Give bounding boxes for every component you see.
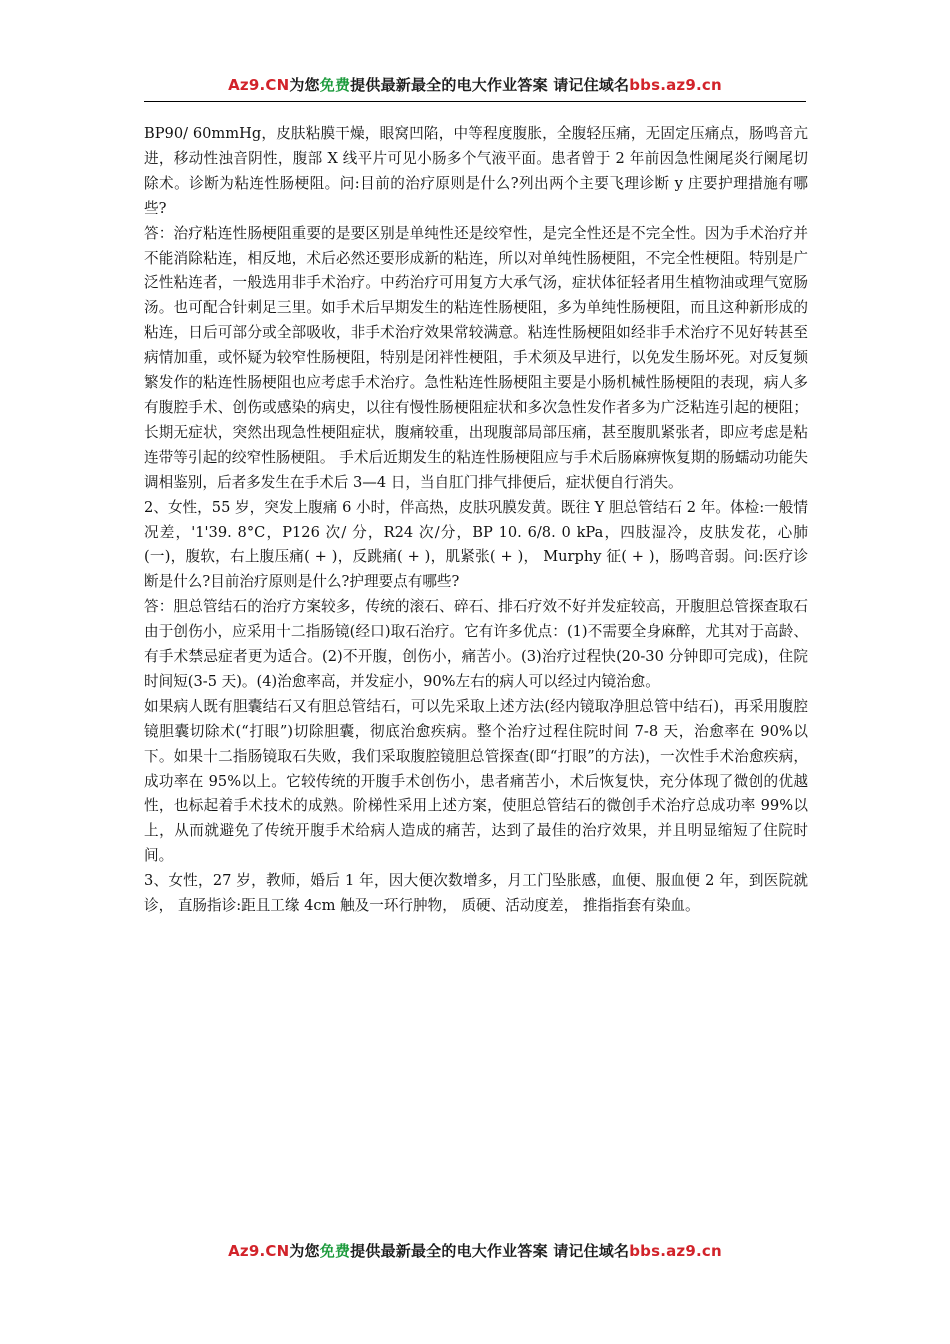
header-text-a: 为您 (289, 76, 320, 94)
paragraph-answer-2a: 答：胆总管结石的治疗方案较多，传统的滚石、碎石、排石疗效不好并发症较高，开腹胆总管探查取石由于创伤小，应采用十二指肠镜(经口)取石治疗。它有许多优点：(1)不需要全身麻醉，尤其对于高龄、有手术禁忌症者更为适合。(2)不开腹，创伤小，痛苦小。(3)治疗过程快(20-30 分钟即可完成)，住院时间短(3-5 天)。(4)治愈率高，并发症小，90%左右的病人可以经过内镜治愈。 (144, 598, 808, 690)
footer-domain: bbs.az9.cn (629, 1242, 722, 1260)
header-domain: bbs.az9.cn (629, 76, 722, 94)
paragraph-case-2: 2、女性，55 岁，突发上腹痛 6 小时，伴高热，皮肤巩膜发黄。既往 Y 胆总管结石 2 年。体检:一般情况差，'1'39. 8°C，P126 次/ 分，R24 次/分，BP 10. 6/8. 0 kPa，四肢湿冷，皮肤发花，心肺(一)，腹软，右上腹压痛( + )，反跳痛( + )，肌紧张( + )， Murphy 征( + )，肠鸣音弱。问:医疗诊断是什么?目前治疗原则是什么?护理要点有哪些? (144, 498, 808, 591)
footer-text-b: 提供最新最全的电大作业答案 请记住域名 (350, 1242, 630, 1260)
header-rule (144, 101, 806, 102)
paragraph-case-1-tail: BP90/ 60mmHg，皮肤粘膜干燥，眼窝凹陷，中等程度腹胀，全腹轻压痛，无固定压痛点，肠鸣音亢进，移动性浊音阴性，腹部 X 线平片可见小肠多个气液平面。患者曾于 2 年前因急性阑尾炎行阑尾切除术。诊断为粘连性肠梗阻。问:目前的治疗原则是什么?列出两个主要飞理诊断 y 庄要护理措施有哪些? (144, 125, 808, 217)
footer-text-a: 为您 (289, 1242, 320, 1260)
paragraph-answer-1: 答：治疗粘连性肠梗阻重要的是要区别是单纯性还是绞窄性，是完全性还是不完全性。因为手术治疗并不能消除粘连，相反地，术后必然还要形成新的粘连，所以对单纯性肠梗阻，不完全性梗阻。特别是广泛性粘连者，一般选用非手术治疗。中药治疗可用复方大承气汤，症状体征轻者用生植物油或理气宽肠汤。也可配合针刺足三里。如手术后早期发生的粘连性肠梗阻，多为单纯性肠梗阻，而且这种新形成的粘连，日后可部分或全部吸收，非手术治疗效果常较满意。粘连性肠梗阻如经非手术治疗不见好转甚至病情加重，或怀疑为较窄性肠梗阻，特别是闭袢性梗阻，手术须及早进行，以免发生肠坏死。对反复频繁发作的粘连性肠梗阻也应考虑手术治疗。急性粘连性肠梗阻主要是小肠机械性肠梗阻的表现，病人多有腹腔手术、创伤或感染的病史，以往有慢性肠梗阻症状和多次急性发作者多为广泛粘连引起的梗阻；长期无症状，突然出现急性梗阻症状，腹痛较重，出现腹部局部压痛，甚至腹肌紧张者，即应考虑是粘连带等引起的绞窄性肠梗阻。 手术后近期发生的粘连性肠梗阻应与手术后肠麻痹恢复期的肠蠕动功能失调相鉴别，后者多发生在手术后 3—4 日，当自肛门排气排便后，症状便自行消失。 (144, 224, 808, 491)
document-body (144, 122, 808, 919)
paragraph-case-3: 3、女性，27 岁，教师，婚后 1 年，因大便次数增多，月工门坠胀感，血便、服血便 2 年，到医院就诊， 直肠指诊:距且工缘 4cm 触及一环行肿物， 质硬、活动度差， 推指指套有染血。 (144, 872, 808, 915)
footer-banner (0, 1240, 950, 1261)
header-brand: Az9.CN (228, 76, 290, 94)
header-free: 免费 (319, 76, 351, 94)
header-text-b: 提供最新最全的电大作业答案 请记住域名 (350, 76, 630, 94)
header-banner (0, 74, 950, 95)
footer-brand: Az9.CN (228, 1242, 290, 1260)
paragraph-answer-2b: 如果病人既有胆囊结石又有胆总管结石，可以先采取上述方法(经内镜取净胆总管中结石)，再采用腹腔镜胆囊切除术(“打眼”)切除胆囊，彻底治愈疾病。整个治疗过程住院时间 7-8 天，治愈率在 90%以下。如果十二指肠镜取石失败，我们采取腹腔镜胆总管探查(即“打眼”的方法)，一次性手术治愈疾病，成功率在 95%以上。它较传统的开腹手术创伤小，患者痛苦小，术后恢复快，充分体现了微创的优越性，也标起着手术技术的成熟。阶梯性采用上述方案，使胆总管结石的微创手术治疗总成功率 99%以上，从而就避免了传统开腹手术给病人造成的痛苦，达到了最佳的治疗效果，并且明显缩短了住院时间。 (144, 697, 808, 865)
footer-free: 免费 (319, 1242, 351, 1260)
